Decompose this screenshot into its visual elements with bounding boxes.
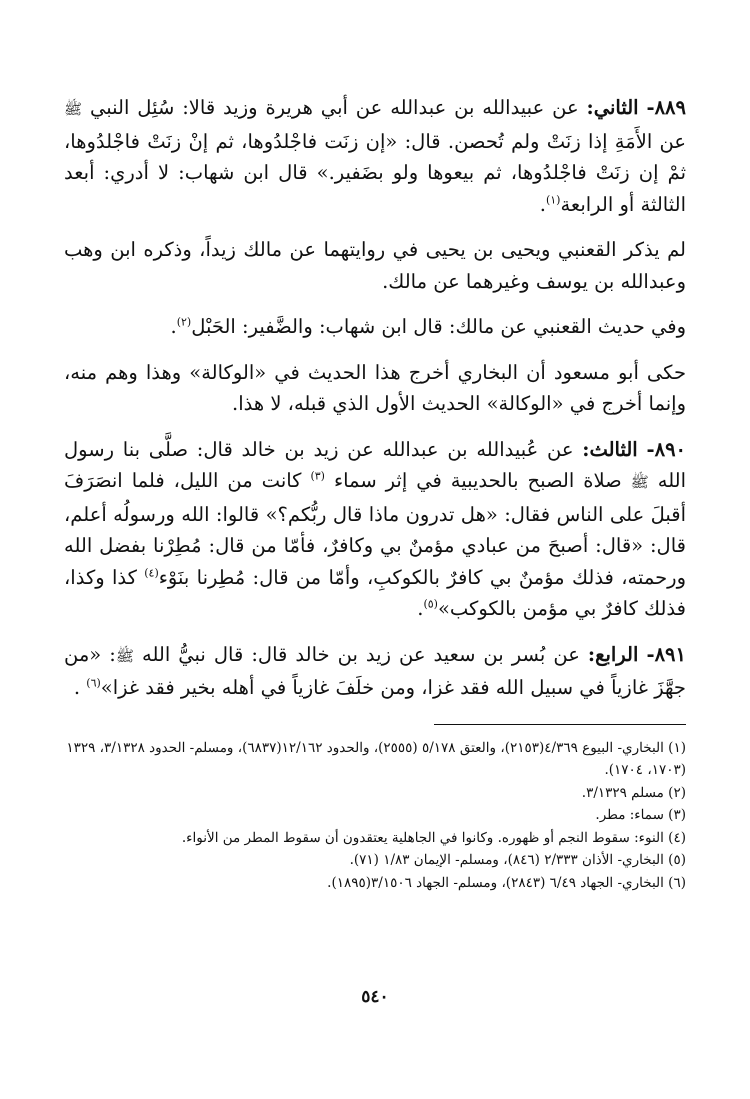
footnote-ref: (٢) xyxy=(176,315,192,329)
salawat-icon: ﷺ xyxy=(630,473,649,491)
commentary-paragraph: لم يذكر القعنبي ويحيى بن يحيى في روايتهما عن مالك زيداً، وذكره ابن وهب وعبدالله بن يوسف وغيرهما عن مالك. xyxy=(64,238,686,293)
hadith-889 xyxy=(64,92,686,220)
hadith-label: الثاني: xyxy=(586,96,639,119)
footnote: (١) البخاري- البيوع ٤/٣٦٩(٢١٥٣)، والعتق ٥/١٧٨ (٢٥٥٥)، والحدود ١٢/١٦٢(٦٨٣٧)، ومسلم- الحدود ٣/١٣٢٨، ١٣٢٩ (١٧٠٣، ١٧٠٤). xyxy=(66,739,686,778)
hadith-891 xyxy=(64,639,686,704)
hadith-number: ٨٩١- xyxy=(646,642,686,666)
footnote-ref: (٥) xyxy=(423,597,438,611)
commentary-paragraph xyxy=(64,311,686,343)
hadith-890 xyxy=(64,434,686,625)
hadith-text: . xyxy=(417,597,424,620)
hadith-text: عن عبيدالله بن عبدالله عن أبي هريرة وزيد قالا: سُئِل النبي xyxy=(82,96,587,119)
commentary-text: . xyxy=(170,315,177,338)
hadith-text: عن عُبيدالله بن عبدالله عن زيد بن خالد قال: صلَّى بنا رسول الله xyxy=(64,437,687,492)
footnote-ref: (٣) xyxy=(310,469,325,483)
footnote-ref: (٤) xyxy=(144,566,159,579)
commentary-paragraph: حكى أبو مسعود أن البخاري أخرج هذا الحديث في «الوكالة» وهذا وهم منه، وإنما أخرج في «الوكالة» الحديث الأول الذي قبله، لا هذا. xyxy=(64,360,686,415)
footnote: (٣) سماء: مطر. xyxy=(595,807,686,823)
hadith-label: الثالث: xyxy=(582,437,638,461)
hadith-number: ٨٩٠- xyxy=(646,437,687,461)
hadith-text: عن الأَمَةِ إذا زنَتْ ولم تُحصن. قال: «إن زنَت فاجْلدُوها، ثم إنْ زنَتْ فاجْلدُوها، ثمْ إن زنَتْ فاجْلدُوها، ثم بيعوها ولو بضَفير.» قال ابن شهاب: لا أدري: أبعد الثالثة أو الرابعة xyxy=(64,129,686,216)
salawat-icon: ﷺ xyxy=(115,646,134,665)
hadith-text: : «من جهَّزَ غازياً في سبيل الله فقد غزا، ومن خلَفَ غازياً في أهله بخير فقد غزا» xyxy=(64,642,686,699)
hadith-text: صلاة الصبح بالحديبية في إثر سماء xyxy=(324,469,631,492)
footnote: (٥) البخاري- الأذان ٢/٣٣٣ (٨٤٦)، ومسلم- الإيمان ١/٨٣ (٧١). xyxy=(349,852,686,868)
hadith-number: ٨٨٩- xyxy=(646,96,686,119)
commentary-text: وفي حديث القعنبي عن مالك: قال ابن شهاب: والضَّفير: الحَبْل xyxy=(191,315,686,338)
hadith-text: . xyxy=(73,676,87,699)
footnote-ref: (٦) xyxy=(86,676,101,690)
hadith-label: الرابع: xyxy=(587,642,639,666)
hadith-text: عن بُسر بن سعيد عن زيد بن خالد قال: قال نبيُّ الله xyxy=(133,642,588,666)
hadith-text: كذا وكذا، فذلك كافرٌ بي مؤمن بالكوكب» xyxy=(64,565,686,620)
footnote: (٤) النوء: سقوط النجم أو ظهوره. وكانوا في الجاهلية يعتقدون أن سقوط المطر من الأنواء. xyxy=(181,829,686,846)
salawat-icon: ﷺ xyxy=(64,100,83,118)
page-number: ٥٤٠ xyxy=(361,987,389,1007)
footnote: (٢) مسلم ٣/١٣٢٩. xyxy=(581,784,686,801)
footnote-ref: (١) xyxy=(545,193,561,206)
footnote: (٦) البخاري- الجهاد ٦/٤٩ (٢٨٤٣)، ومسلم- الجهاد ٣/١٥٠٦(١٨٩٥). xyxy=(327,874,686,891)
footnotes xyxy=(64,737,686,895)
hadith-text: كانت من الليل، فلما انصَرَفَ أقبلَ على الناس فقال: «هل تدرون ماذا قال ربُّكم؟» قالوا: الله ورسولُه أعلم، قال: «قال: أصبحَ من عبادي مؤمنٌ بي وكافرٌ، فأمّا من قال: مُطِرْنا بفضل الله ورحمته، فذلك مؤمنٌ بي كافرٌ بالكوكبِ، وأمّا من قال: مُطِرنا بنَوْء xyxy=(64,469,686,589)
footnote-divider xyxy=(434,724,686,725)
hadith-text: . xyxy=(539,192,546,216)
